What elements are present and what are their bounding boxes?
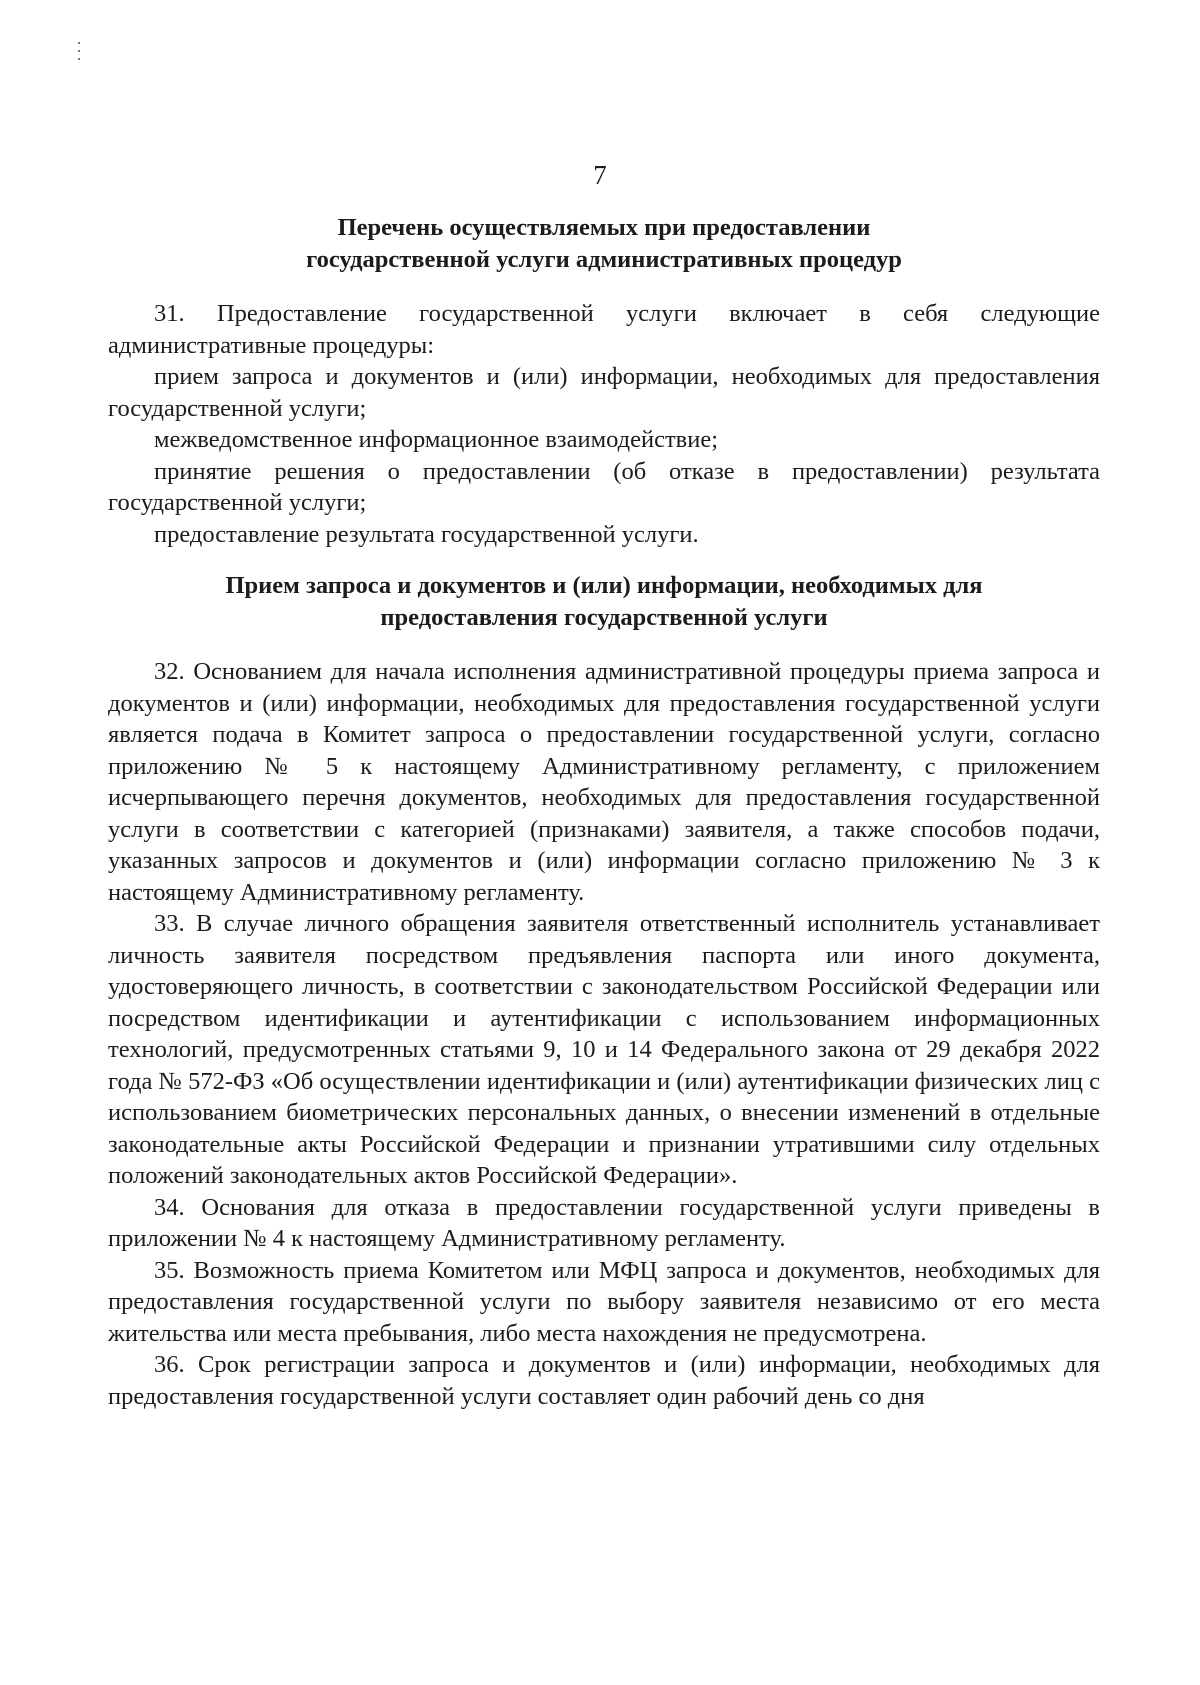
paragraph-32: 32. Основанием для начала исполнения административной процедуры приема запроса и документов и (или) информации, необходимых для предоставления государственной услуги является подача в Комитет запроса о предоставлении государственной услуги, согласно приложению № 5 к настоящему Административному регламенту, с приложением исчерпывающего перечня документов, необходимых для предоставления государственной услуги в соответствии с категорией (признаками) заявителя, а также способов подачи, указанных запросов и документов и (или) информации согласно приложению № 3 к настоящему Административному регламенту.: [108, 658, 1100, 906]
paragraph-31: 31. Предоставление государственной услуги включает в себя следующие административные процедуры:: [108, 300, 1100, 359]
section-heading-procedures: [108, 212, 1100, 276]
heading-line: Прием запроса и документов и (или) информации, необходимых для: [225, 572, 983, 599]
heading-line: предоставления государственной услуги: [380, 604, 828, 631]
list-item-procedure: принятие решения о предоставлении (об отказе в предоставлении) результата государственной услуги;: [108, 457, 1100, 516]
paragraph-34: 34. Основания для отказа в предоставлении государственной услуги приведены в приложении № 4 к настоящему Административному регламенту.: [108, 1193, 1100, 1252]
list-item-procedure: предоставление результата государственной услуги.: [154, 520, 699, 548]
paragraph-35: 35. Возможность приема Комитетом или МФЦ запроса и документов, необходимых для предоставления государственной услуги по выбору заявителя независимо от его места жительства или места пребывания, либо места нахождения не предусмотрена.: [108, 1256, 1100, 1347]
section-heading-reception: [108, 570, 1100, 634]
scan-artifact: [78, 42, 81, 70]
list-item-procedure: межведомственное информационное взаимодействие;: [154, 426, 719, 453]
page-number: 7: [593, 160, 607, 190]
paragraph-33: 33. В случае личного обращения заявителя ответственный исполнитель устанавливает личность заявителя посредством предъявления паспорта или иного документа, удостоверяющего личность, в соответствии с законодательством Российской Федерации или посредством идентификации и аутентификации с использованием информационных технологий, предусмотренных статьями 9, 10 и 14 Федерального закона от 29 декабря 2022 года № 572-ФЗ «Об осуществлении идентификации и (или) аутентификации физических лиц с использованием биометрических персональных данных, о внесении изменений в отдельные законодательные акты Российской Федерации и признании утратившими силу отдельных положений законодательных актов Российской Федерации».: [108, 910, 1100, 1189]
list-item-procedure: прием запроса и документов и (или) информации, необходимых для предоставления государственной услуги;: [108, 363, 1100, 422]
heading-line: Перечень осуществляемых при предоставлении: [337, 214, 871, 241]
paragraph-36: 36. Срок регистрации запроса и документов и (или) информации, необходимых для предоставления государственной услуги составляет один рабочий день со дня: [108, 1351, 1100, 1410]
document-body: [108, 212, 1100, 1412]
heading-line: государственной услуги административных процедур: [306, 246, 902, 273]
